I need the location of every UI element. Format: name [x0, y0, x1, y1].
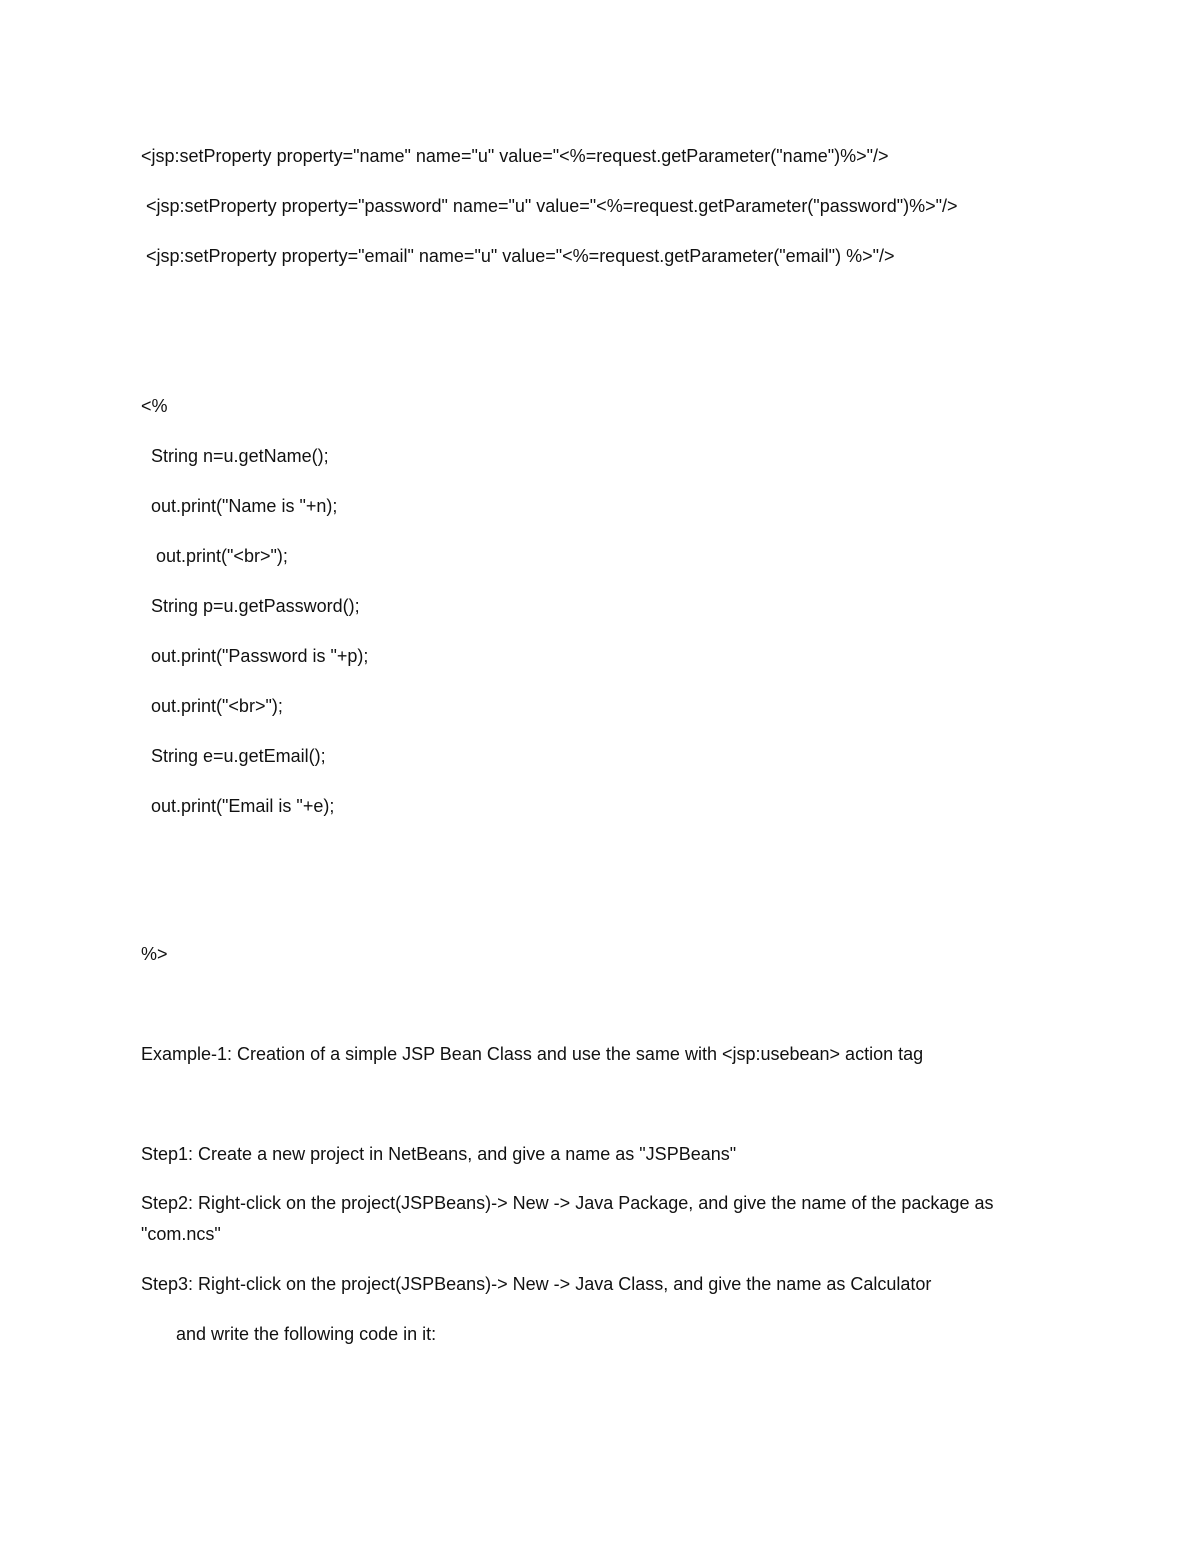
setproperty-email-line: <jsp:setProperty property="email" name="u" value="<%=request.getParameter("email") %>"/>: [141, 246, 895, 266]
example-heading: Example-1: Creation of a simple JSP Bean Class and use the same with <jsp:usebean> action tag: [141, 1044, 924, 1064]
step-2: Step2: Right-click on the project(JSPBeans)-> New -> Java Package, and give the name of the package as "com.ncs": [141, 1193, 994, 1244]
step-1: Step1: Create a new project in NetBeans, and give a name as "JSPBeans": [141, 1144, 737, 1164]
code-line: String n=u.getName();: [141, 446, 329, 466]
setproperty-password-line: <jsp:setProperty property="password" name="u" value="<%=request.getParameter("password")%>"/>: [141, 196, 958, 216]
code-line: out.print("<br>");: [141, 546, 288, 566]
setproperty-name-line: <jsp:setProperty property="name" name="u" value="<%=request.getParameter("name")%>"/>: [141, 146, 889, 166]
code-line: String e=u.getEmail();: [141, 746, 326, 766]
scriptlet-close-tag: %>: [141, 944, 168, 964]
scriptlet-open-tag: <%: [141, 396, 168, 416]
code-line: out.print("Name is "+n);: [141, 496, 338, 516]
code-line: out.print("<br>");: [141, 696, 283, 716]
step-3: Step3: Right-click on the project(JSPBeans)-> New -> Java Class, and give the name as Calculator: [141, 1274, 932, 1294]
code-line: String p=u.getPassword();: [141, 596, 360, 616]
code-line: out.print("Email is "+e);: [141, 796, 335, 816]
code-line: out.print("Password is "+p);: [141, 646, 369, 666]
step-3-continuation: and write the following code in it:: [176, 1324, 437, 1344]
